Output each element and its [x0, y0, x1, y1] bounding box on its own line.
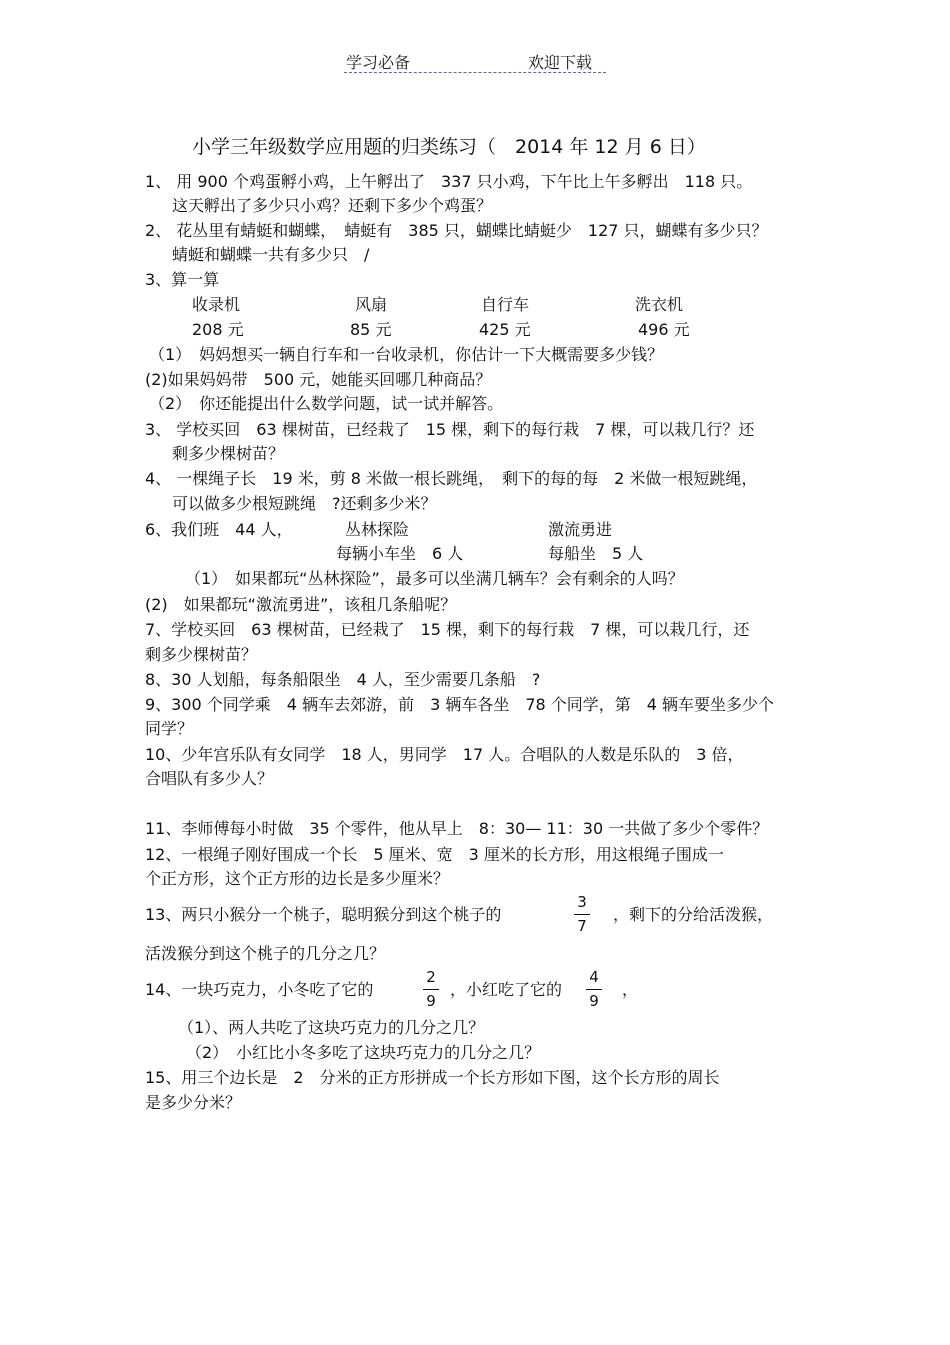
q14-text-mid: ，小红吃了它的 — [450, 980, 563, 999]
q13-denominator: 7 — [577, 917, 587, 935]
fraction-bar — [574, 914, 590, 915]
q6-part1: （1） 如果都玩“丛林探险”，最多可以坐满几辆车？会有剩余的人吗？ — [185, 569, 684, 588]
q6-part2: (2) 如果都玩“激流勇进”，该租几条船呢？ — [145, 595, 457, 614]
q3-title: 3、算一算 — [145, 270, 220, 289]
q3-item-price-3: 425 元 — [479, 320, 531, 339]
q14-numerator-2: 4 — [589, 968, 599, 986]
q3-item-name-1: 收录机 — [192, 295, 241, 314]
q15-line2: 是多少分米？ — [145, 1093, 242, 1112]
q2-line1: 2、 花丛里有蜻蜓和蝴蝶， 蜻蜓有 385 只，蝴蝶比蜻蜓少 127 只，蝴蝶有多少只？ — [145, 221, 768, 240]
q14-denominator-2: 9 — [589, 992, 599, 1010]
q14-part1: （1）、两人共吃了这块巧克力的几分之几？ — [178, 1018, 485, 1037]
q15-line1: 15、用三个边长是 2 分米的正方形拼成一个长方形如下图，这个长方形的周长 — [145, 1068, 720, 1087]
q14-text-after: ， — [622, 980, 639, 999]
q7-line1: 7、学校买回 63 棵树苗，已经栽了 15 棵，剩下的每行栽 7 棵，可以栽几行，还 — [145, 620, 750, 639]
q13-line2: 活泼猴分到这个桃子的几分之几？ — [145, 944, 386, 963]
q3-part3: （2） 你还能提出什么数学问题，试一试并解答。 — [149, 394, 504, 413]
q14-fraction-1 — [421, 968, 441, 1012]
q4-line2: 可以做多少根短跳绳 ?还剩多少米？ — [172, 494, 437, 513]
q6-label: 6、我们班 44 人， — [145, 520, 293, 539]
q12-line1: 12、一根绳子刚好围成一个长 5 厘米、宽 3 厘米的长方形，用这根绳子围成一 — [145, 845, 724, 864]
header-left: 学习必备 — [346, 53, 411, 72]
q3-item-price-1: 208 元 — [192, 320, 244, 339]
q13-numerator: 3 — [577, 893, 587, 911]
q13-text-after: ，剩下的分给活泼猴， — [613, 905, 774, 924]
header-divider — [344, 72, 606, 73]
fraction-bar — [423, 989, 439, 990]
q14-text-before: 14、一块巧克力，小冬吃了它的 — [145, 980, 374, 999]
q1-line1: 1、 用 900 个鸡蛋孵小鸡，上午孵出了 337 只小鸡，下午比上午多孵出 118 只。 — [145, 172, 753, 191]
q12-line2: 个正方形，这个正方形的边长是多少厘米？ — [145, 869, 450, 888]
q3-item-name-4: 洗衣机 — [635, 295, 684, 314]
q6-cap1: 每辆小车坐 6 人 — [336, 544, 464, 563]
q6-ride2: 激流勇进 — [548, 520, 613, 539]
q10-line2: 合唱队有多少人？ — [145, 769, 274, 788]
header-right: 欢迎下载 — [528, 53, 593, 72]
q3b-line2: 剩多少棵树苗？ — [172, 444, 285, 463]
q8-line: 8、30 人划船，每条船限坐 4 人，至少需要几条船 ? — [145, 670, 541, 689]
q14-denominator-1: 9 — [426, 992, 436, 1010]
q3-item-price-4: 496 元 — [638, 320, 690, 339]
q4-line1: 4、 一棵绳子长 19 米，剪 8 米做一根长跳绳， 剩下的每的每 2 米做一根短跳绳， — [145, 469, 758, 488]
q3-part2: (2)如果妈妈带 500 元，她能买回哪几种商品？ — [145, 370, 492, 389]
q1-line2: 这天孵出了多少只小鸡？还剩下多少个鸡蛋？ — [172, 196, 493, 215]
q2-line2: 蜻蜓和蝴蝶一共有多少只 / — [172, 245, 370, 264]
q3-item-price-2: 85 元 — [350, 320, 392, 339]
q9-line2: 同学？ — [145, 719, 194, 738]
q3b-line1: 3、 学校买回 63 棵树苗，已经栽了 15 棵，剩下的每行栽 7 棵，可以栽几行？还 — [145, 420, 755, 439]
q14-fraction-2 — [584, 968, 604, 1012]
q10-line1: 10、少年宫乐队有女同学 18 人，男同学 17 人。合唱队的人数是乐队的 3 倍， — [145, 745, 744, 764]
q13-fraction — [572, 893, 592, 937]
q11-line: 11、李师傅每小时做 35 个零件，他从早上 8：30— 11：30 一共做了多少个零件？ — [145, 819, 769, 838]
q6-ride1: 丛林探险 — [345, 520, 410, 539]
q6-cap2: 每船坐 5 人 — [548, 544, 644, 563]
q3-part1: （1） 妈妈想买一辆自行车和一台收录机，你估计一下大概需要多少钱？ — [149, 345, 664, 364]
page-title: 小学三年级数学应用题的归类练习（ 2014 年 12 月 6 日） — [192, 136, 706, 158]
q13-text-before: 13、两只小猴分一个桃子，聪明猴分到这个桃子的 — [145, 905, 502, 924]
q3-item-name-3: 自行车 — [481, 295, 530, 314]
q14-part2: （2） 小红比小冬多吃了这块巧克力的几分之几？ — [186, 1043, 541, 1062]
q14-numerator-1: 2 — [426, 968, 436, 986]
q9-line1: 9、300 个同学乘 4 辆车去郊游，前 3 辆车各坐 78 个同学，第 4 辆车要坐多少个 — [145, 695, 775, 714]
q3-item-name-2: 风扇 — [355, 295, 388, 314]
fraction-bar — [586, 989, 602, 990]
q7-line2: 剩多少棵树苗？ — [145, 645, 258, 664]
